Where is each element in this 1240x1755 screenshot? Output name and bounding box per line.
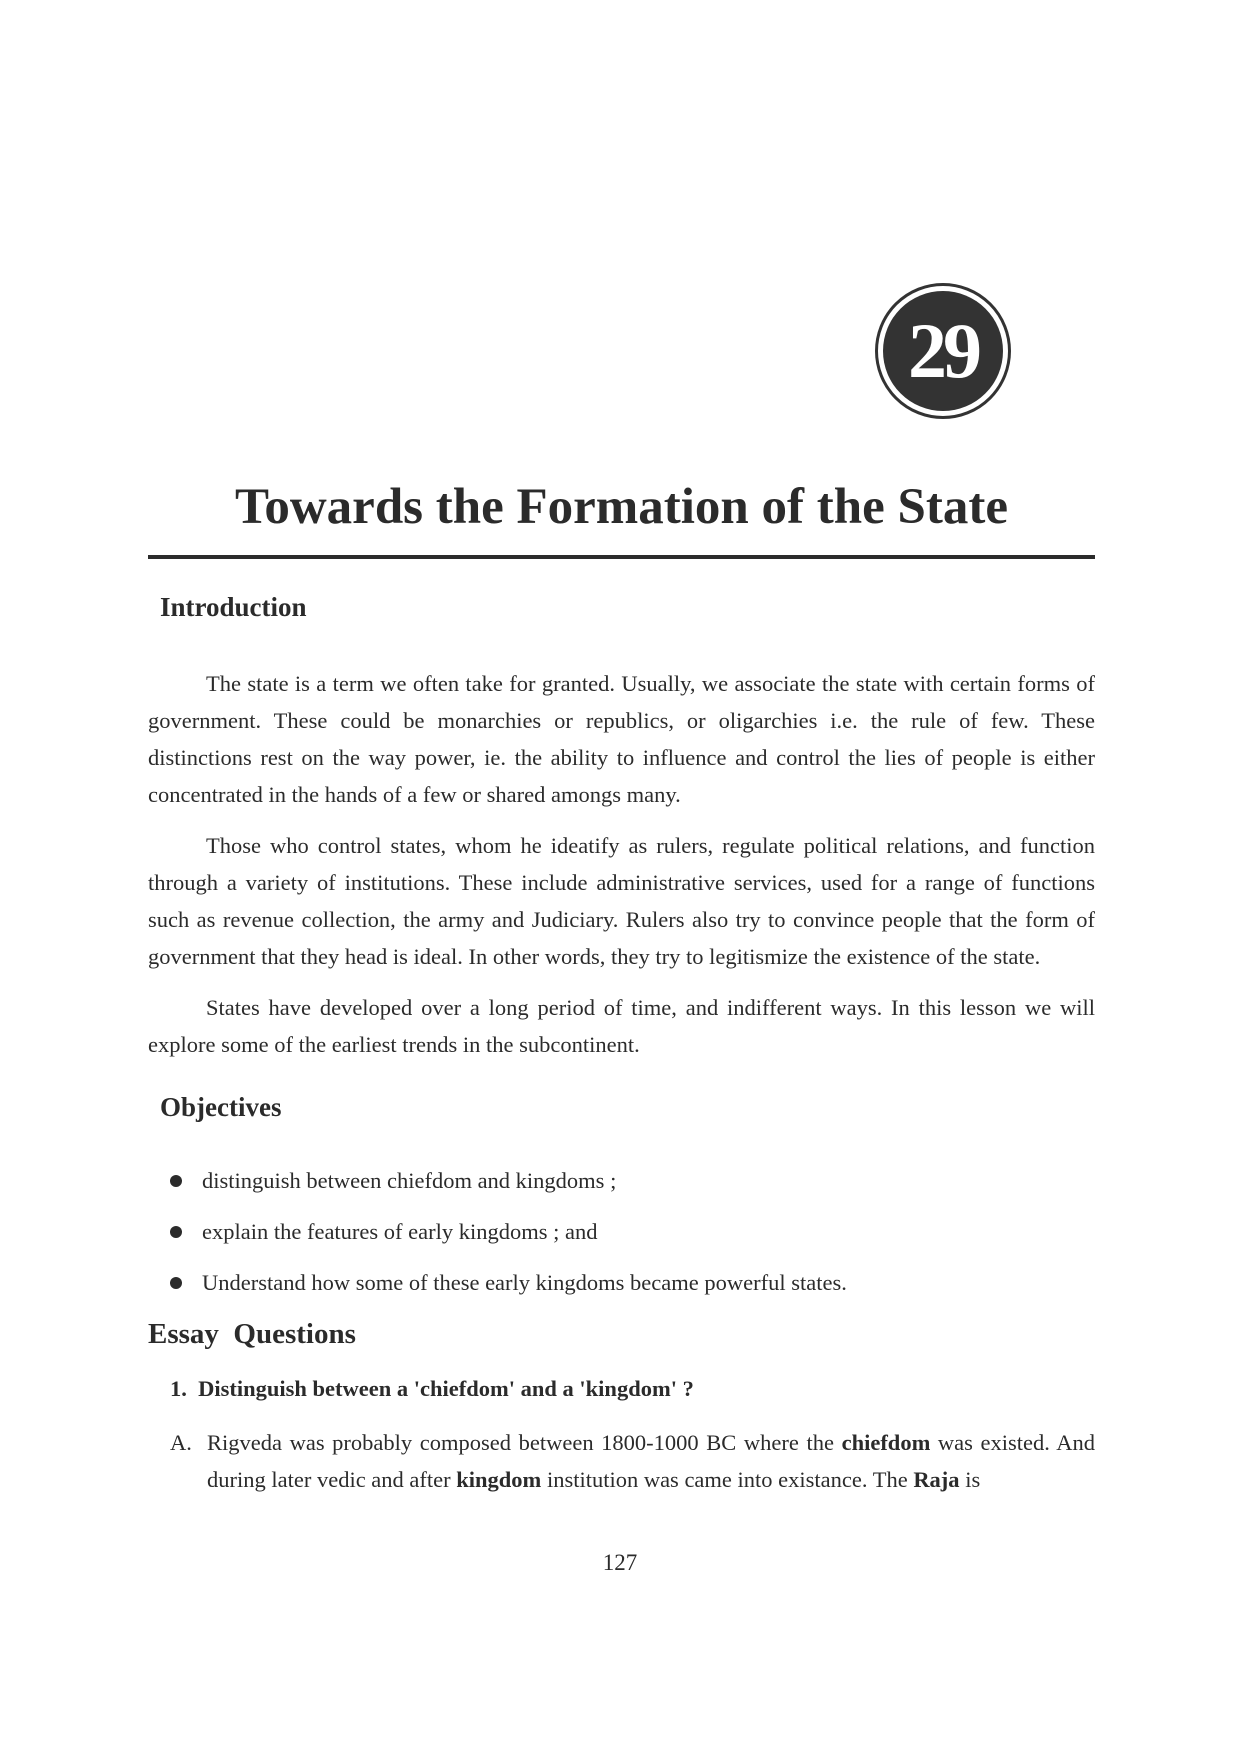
answer-label: A. [170,1430,192,1455]
question-text: Distinguish between a 'chiefdom' and a 'kingdom' ? [198,1376,694,1401]
answer-text-part: institution was came into existance. The [541,1467,914,1492]
answer-text-part: is [959,1467,981,1492]
objective-item [170,1217,598,1247]
objective-item [170,1166,616,1196]
answer-text-part: Rigveda was probably composed between 1800-1000 BC where the [207,1430,842,1455]
essay-answer-1 [170,1424,1095,1498]
essay-questions-heading: Essay Questions [148,1318,356,1350]
intro-paragraph-3: States have developed over a long period of time, and indifferent ways. In this lesson we will explore some of the earliest trends in the subcontinent. [148,995,1095,1057]
term-kingdom: kingdom [456,1467,542,1492]
page-number: 127 [602,1550,638,1575]
objective-text: distinguish between chiefdom and kingdoms ; [202,1168,617,1193]
objective-item [170,1268,847,1298]
objective-text: Understand how some of these early kingdoms became powerful states. [202,1270,847,1295]
objectives-heading: Objectives [160,1092,282,1122]
term-chiefdom: chiefdom [841,1430,931,1455]
objective-text: explain the features of early kingdoms ; and [202,1219,598,1244]
introduction-heading: Introduction [160,592,307,622]
question-number: 1. [170,1376,187,1401]
essay-question-1 [170,1376,694,1402]
intro-paragraph-1: The state is a term we often take for granted. Usually, we associate the state with certain forms of government. These could be monarchies or republics, or oligarchies i.e. the rule of few. These distinctions rest on the way power, ie. the ability to influence and control the lies of people is either concentrated in the hands of a few or shared amongs many. [148,671,1095,807]
title-divider [148,555,1095,559]
chapter-number: 29 [883,291,1003,411]
chapter-number-badge [875,283,1011,419]
intro-paragraph-2: Those who control states, whom he ideatify as rulers, regulate political relations, and function through a variety of institutions. These include administrative services, used for a range of functions such as revenue collection, the army and Judiciary. Rulers also try to convince people that the form of government that they head is ideal. In other words, they try to legitismize the existence of the state. [148,833,1095,969]
chapter-title: Towards the Formation of the State [235,479,1008,535]
bullet-icon [170,1175,182,1187]
term-raja: Raja [913,1467,960,1492]
answer-text [207,1424,1095,1498]
bullet-icon [170,1226,182,1238]
bullet-icon [170,1277,182,1289]
answer-text-part: was existed. And during later vedic and after [207,1430,1096,1492]
